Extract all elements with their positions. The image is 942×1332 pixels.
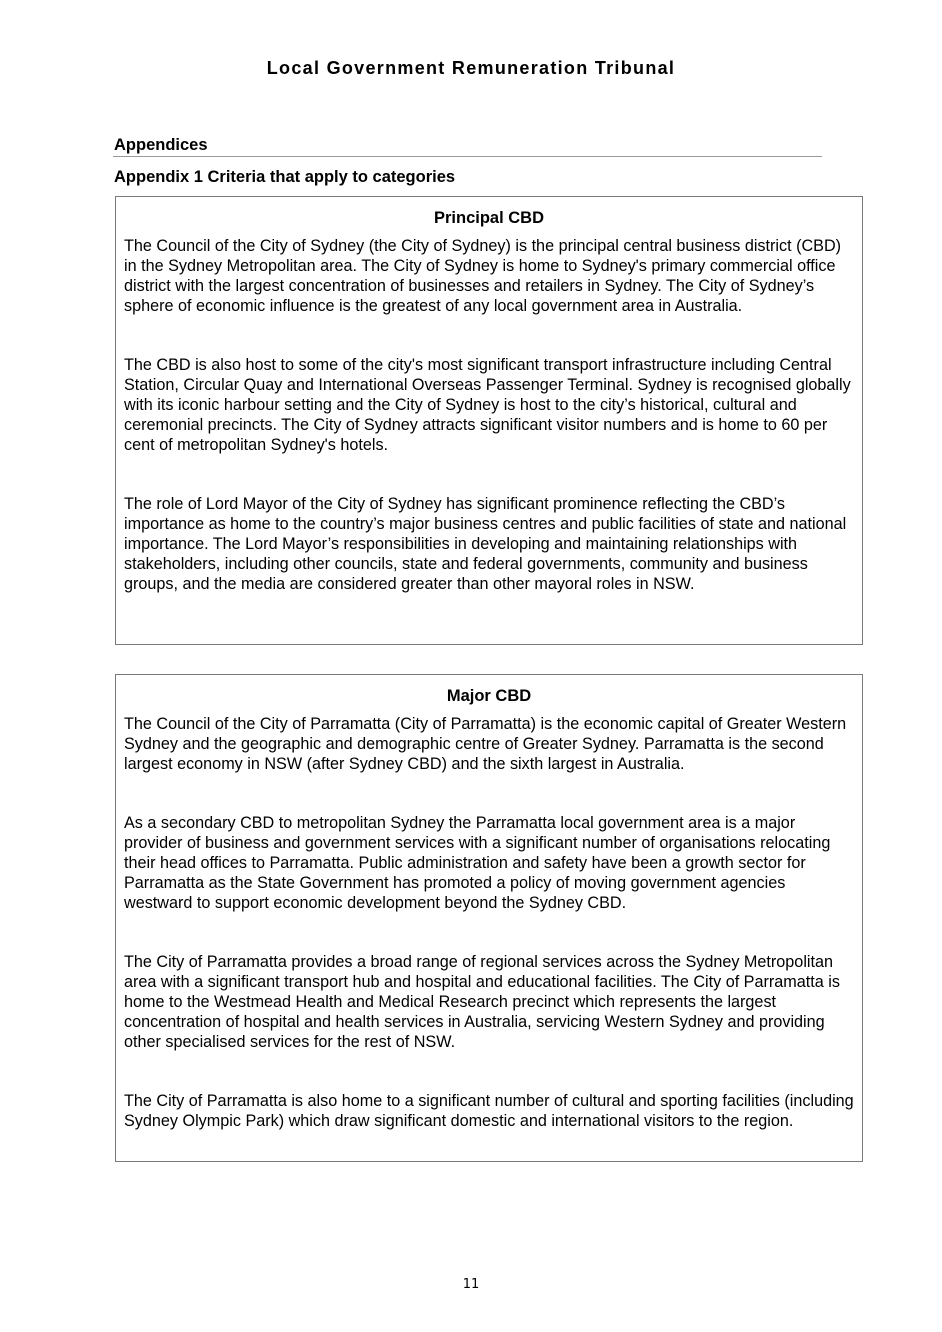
paragraph: The Council of the City of Parramatta (City of Parramatta) is the economic capital of Greater Western Sydney and the geographic and demographic centre of Greater Sydney. Parramatta is the second largest economy in NSW (after Sydney CBD) and the sixth largest in Australia.: [124, 715, 847, 773]
paragraph: The City of Parramatta provides a broad range of regional services across the Sydney Metropolitan area with a significant transport hub and hospital and educational facilities. The City of Parramatta is home to the Westmead Health and Medical Research precinct which represents the largest concentration of hospital and health services in Australia, servicing Western Sydney and providing other specialised services for the rest of NSW.: [124, 953, 840, 1051]
heading-divider: [113, 156, 822, 157]
paragraph: The City of Parramatta is also home to a significant number of cultural and sporting facilities (including Sydney Olympic Park) which draw significant domestic and international visitors to the region.: [124, 1092, 854, 1130]
page-header: Local Government Remuneration Tribunal: [266, 58, 676, 78]
box-title: Principal CBD: [433, 209, 545, 227]
page-number: 11: [462, 1277, 480, 1292]
major-cbd-box: [115, 674, 863, 1162]
section-heading: Appendices: [114, 136, 208, 154]
principal-cbd-box: [115, 196, 863, 645]
paragraph: The role of Lord Mayor of the City of Sydney has significant prominence reflecting the CBD’s importance as home to the country’s major business centres and public facilities of state and national importance. The Lord Mayor’s responsibilities in developing and maintaining relationships with stakeholders, including other councils, state and federal governments, community and business groups, and the media are considered greater than other mayoral roles in NSW.: [124, 495, 847, 593]
appendix-heading: Appendix 1 Criteria that apply to categories: [114, 168, 456, 186]
paragraph: The Council of the City of Sydney (the City of Sydney) is the principal central business district (CBD) in the Sydney Metropolitan area. The City of Sydney is home to Sydney's primary commercial office district with the largest concentration of businesses and retailers in Sydney. The City of Sydney’s sphere of economic influence is the greatest of any local government area in Australia.: [124, 237, 842, 315]
paragraph: As a secondary CBD to metropolitan Sydney the Parramatta local government area is a major provider of business and government services with a significant number of organisations relocating their head offices to Parramatta. Public administration and safety have been a growth sector for Parramatta as the State Government has promoted a policy of moving government agencies westward to support economic development beyond the Sydney CBD.: [124, 814, 831, 912]
box-title: Major CBD: [446, 687, 532, 705]
paragraph: The CBD is also host to some of the city's most significant transport infrastructure including Central Station, Circular Quay and International Overseas Passenger Terminal. Sydney is recognised globally with its iconic harbour setting and the City of Sydney is host to the city’s historical, cultural and ceremonial precincts. The City of Sydney attracts significant visitor numbers and is home to 60 per cent of metropolitan Sydney's hotels.: [124, 356, 851, 454]
